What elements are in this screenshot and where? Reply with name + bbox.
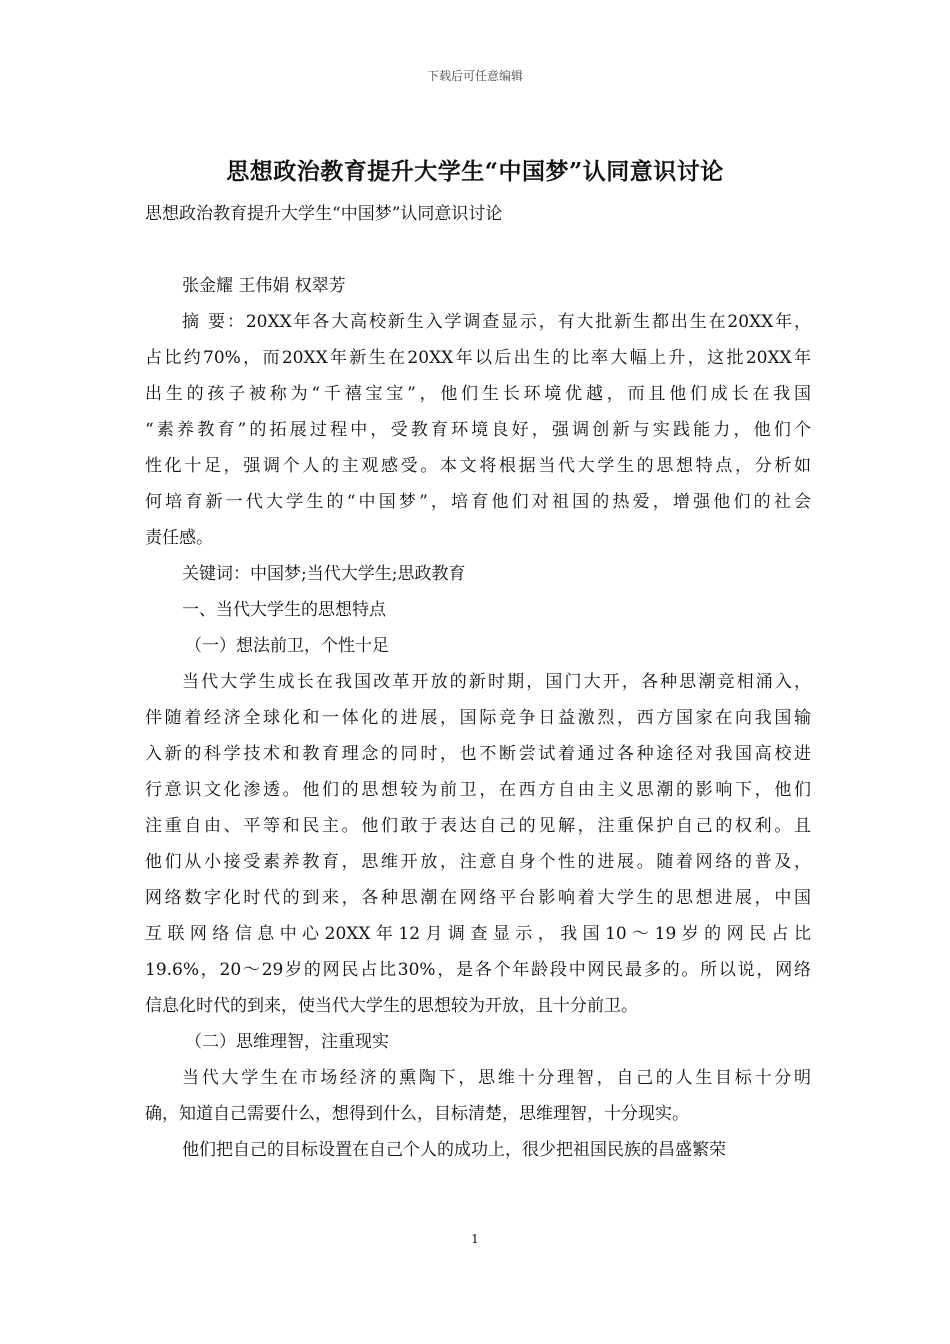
abstract-line: 性化十足，强调个人的主观感受。本文将根据当代大学生的思想特点，分析如: [145, 456, 811, 476]
authors: 张金耀 王伟娟 权翠芳: [182, 276, 346, 296]
subsection-heading: （二）思维理智，注重现实: [185, 1032, 389, 1052]
paragraph-line: 伴随着经济全球化和一体化的进展，国际竞争日益激烈，西方国家在向我国输: [145, 708, 811, 728]
abstract-line: 占比约70%，而20XX年新生在20XX年以后出生的比率大幅上升，这批20XX年: [145, 348, 811, 368]
keywords: 关键词：中国梦;当代大学生;思政教育: [182, 564, 466, 584]
paragraph-line: 网络数字化时代的到来，各种思潮在网络平台影响着大学生的思想进展，中国: [145, 888, 811, 908]
paragraph-3: [145, 1132, 811, 1168]
paragraph-line: 互联网络信息中心20XX年12月调查显示，我国10～19岁的网民占比: [145, 924, 811, 944]
abstract-line: 出生的孩子被称为“千禧宝宝”，他们生长环境优越，而且他们成长在我国: [145, 384, 811, 404]
abstract-line: “素养教育”的拓展过程中，受教育环境良好，强调创新与实践能力，他们个: [145, 420, 811, 440]
paragraph-line: 行意识文化渗透。他们的思想较为前卫，在西方自由主义思潮的影响下，他们: [145, 780, 811, 800]
abstract-line: 责任感。: [145, 528, 213, 548]
header-note: 下载后可任意编辑: [426, 69, 523, 83]
paragraph-line: 入新的科学技术和教育理念的同时，也不断尝试着通过各种途径对我国高校进: [145, 744, 811, 764]
paragraph-line: 信息化时代的到来，使当代大学生的思想较为开放，且十分前卫。: [145, 996, 638, 1016]
abstract-line: 何培育新一代大学生的“中国梦”，培育他们对祖国的热爱，增强他们的社会: [145, 492, 811, 512]
paragraph-1: [145, 664, 811, 1024]
abstract-line: 摘 要：20XX年各大高校新生入学调查显示，有大批新生都出生在20XX年，: [182, 312, 811, 332]
paragraph-line: 注重自由、平等和民主。他们敢于表达自己的见解，注重保护自己的权利。且: [145, 816, 811, 836]
subtitle: 思想政治教育提升大学生“中国梦”认同意识讨论: [145, 204, 503, 224]
paragraph-line: 他们把自己的目标设置在自己个人的成功上，很少把祖国民族的昌盛繁荣: [182, 1140, 726, 1160]
spacer: [145, 232, 811, 268]
paragraph-line: 当代大学生成长在我国改革开放的新时期，国门大开，各种思潮竞相涌入，: [182, 672, 811, 692]
subsection-heading: （一）想法前卫，个性十足: [185, 636, 389, 656]
paragraph-line: 当代大学生在市场经济的熏陶下，思维十分理智，自己的人生目标十分明: [182, 1068, 811, 1088]
page-number: 1: [471, 1232, 479, 1246]
paragraph-line: 确，知道自己需要什么，想得到什么，目标清楚，思维理智，十分现实。: [145, 1104, 689, 1124]
paragraph-line: 19.6%，20～29岁的网民占比30%，是各个年龄段中网民最多的。所以说，网络: [145, 960, 811, 980]
paragraph-2: [145, 1060, 811, 1132]
paragraph-line: 他们从小接受素养教育，思维开放，注意自身个性的进展。随着网络的普及，: [145, 852, 811, 872]
abstract: [145, 304, 811, 556]
section-heading: 一、当代大学生的思想特点: [182, 600, 386, 620]
document-title: 思想政治教育提升大学生“中国梦”认同意识讨论: [226, 158, 724, 185]
document-body: [145, 196, 811, 1168]
